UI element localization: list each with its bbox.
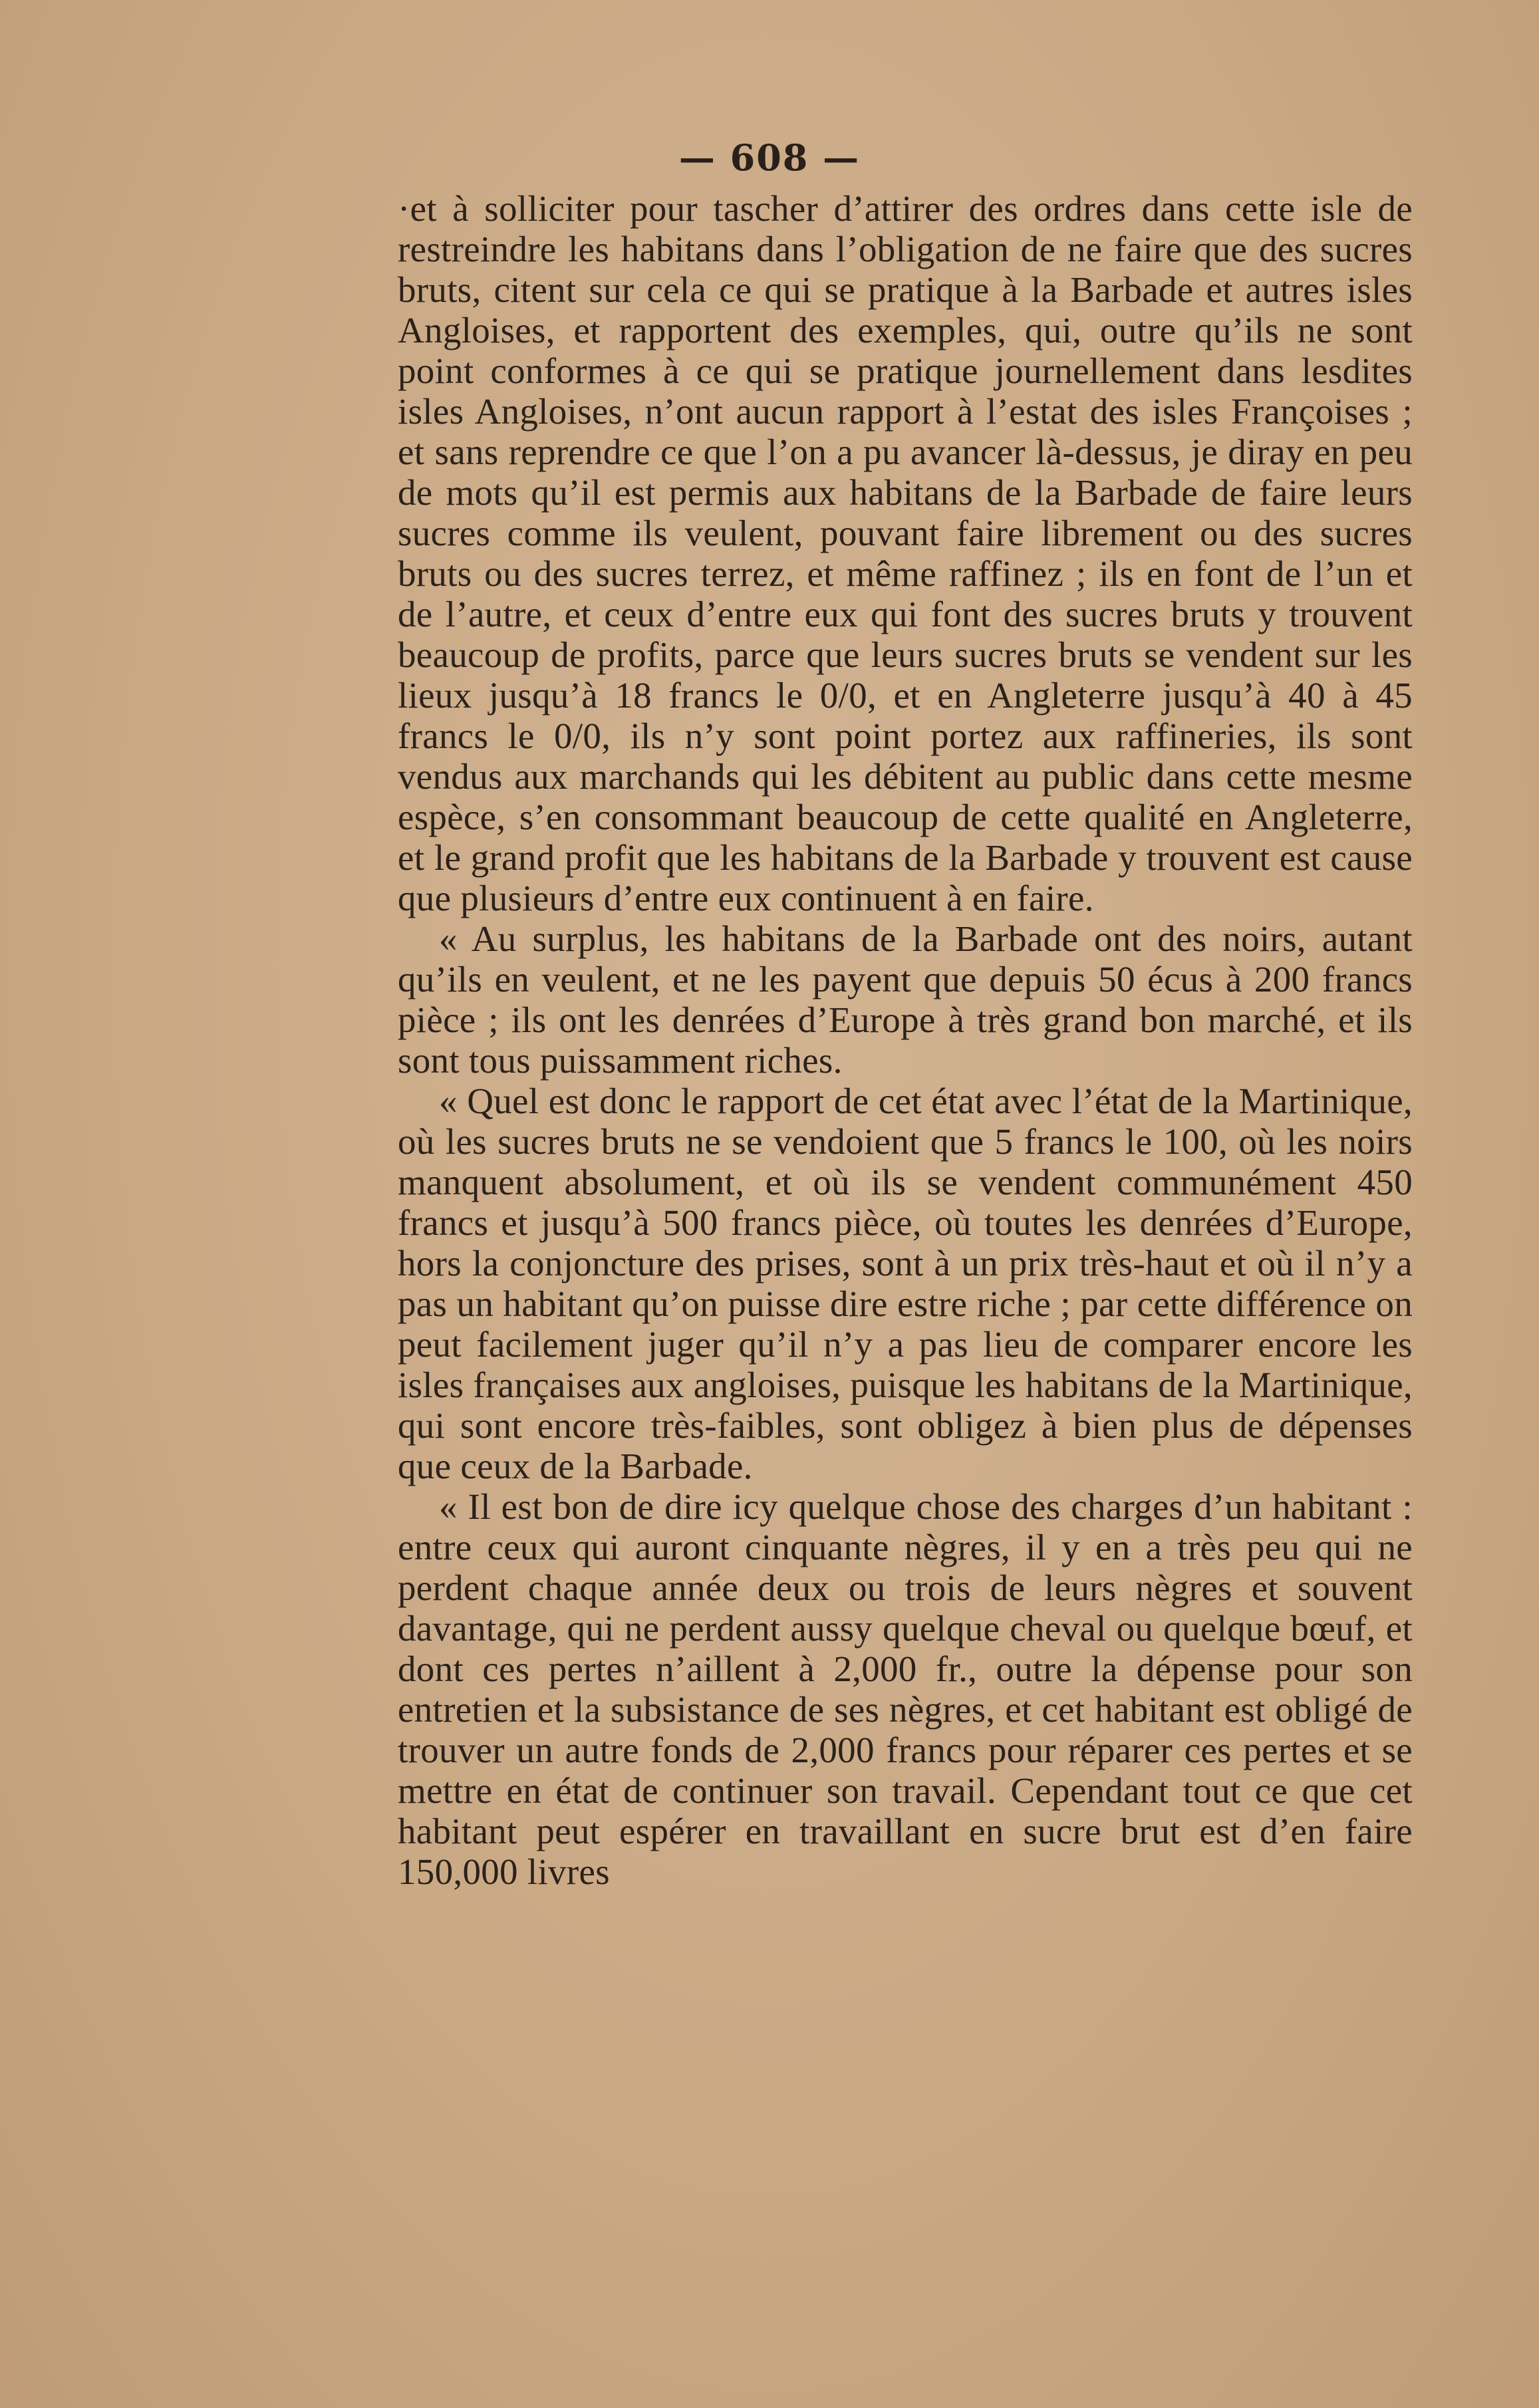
paragraph-3: « Quel est donc le rapport de cet état avec l’état de la Martinique, où les sucres bruts ne se vendoient que 5 francs le 100, où les noirs manquent absolument, et où ils se vendent communément 450 francs et jusqu’à 500 francs pièce, où toutes les denrées d’Europe, hors la conjoncture des prises, sont à un prix très-haut et où il n’y a pas un habitant qu’on puisse dire estre riche ; par cette différence on peut facilement juger qu’il n’y a pas lieu de comparer encore les isles françaises aux angloises, puisque les habitans de la Martinique, qui sont encore très-faibles, sont obligez à bien plus de dépenses que ceux de la Barbade. xyxy=(398,1081,1413,1486)
paragraph-1: ·et à solliciter pour tascher d’attirer des ordres dans cette isle de restreindre les habitans dans l’obligation de ne faire que des sucres bruts, citent sur cela ce qui se pratique à la Barbade et autres isles Angloises, et rapportent des exemples, qui, outre qu’ils ne sont point conformes à ce qui se pratique journellement dans lesdites isles Angloises, n’ont aucun rapport à l’estat des isles Françoises ; et sans reprendre ce que l’on a pu avancer là-dessus, je diray en peu de mots qu’il est permis aux habitans de la Barbade de faire leurs sucres comme ils veulent, pouvant faire librement ou des sucres bruts ou des sucres terrez, et même raffinez ; ils en font de l’un et de l’autre, et ceux d’entre eux qui font des sucres bruts y trouvent beaucoup de profits, parce que leurs sucres bruts se vendent sur les lieux jusqu’à 18 francs le 0/0, et en Angleterre jusqu’à 40 à 45 francs le 0/0, ils n’y sont point portez aux raffineries, ils sont vendus aux marchands qui les débitent au public dans cette mesme espèce, s’en consommant beaucoup de cette qualité en Angleterre, et le grand profit que les habitans de la Barbade y trouvent est cause que plusieurs d’entre eux continuent à en faire. xyxy=(398,188,1413,918)
paragraph-2: « Au surplus, les habitans de la Barbade ont des noirs, autant qu’ils en veulent, et ne les payent que depuis 50 écus à 200 francs pièce ; ils ont les denrées d’Europe à très grand bon marché, et ils sont tous puissamment riches. xyxy=(398,918,1413,1081)
paragraph-4: « Il est bon de dire icy quelque chose des charges d’un habitant : entre ceux qui auront cinquante nègres, il y en a très peu qui ne perdent chaque année deux ou trois de leurs nègres et souvent davantage, qui ne perdent aussy quelque cheval ou quelque bœuf, et dont ces pertes n’aillent à 2,000 fr., outre la dépense pour son entretien et la subsistance de ses nègres, et cet habitant est obligé de trouver un autre fonds de 2,000 francs pour réparer ces pertes et se mettre en état de continuer son travail. Cependant tout ce que cet habitant peut espérer en travaillant en sucre brut est d’en faire 150,000 livres xyxy=(398,1486,1413,1892)
body-text xyxy=(398,188,1413,1892)
page-number: — 608 — xyxy=(678,136,861,179)
